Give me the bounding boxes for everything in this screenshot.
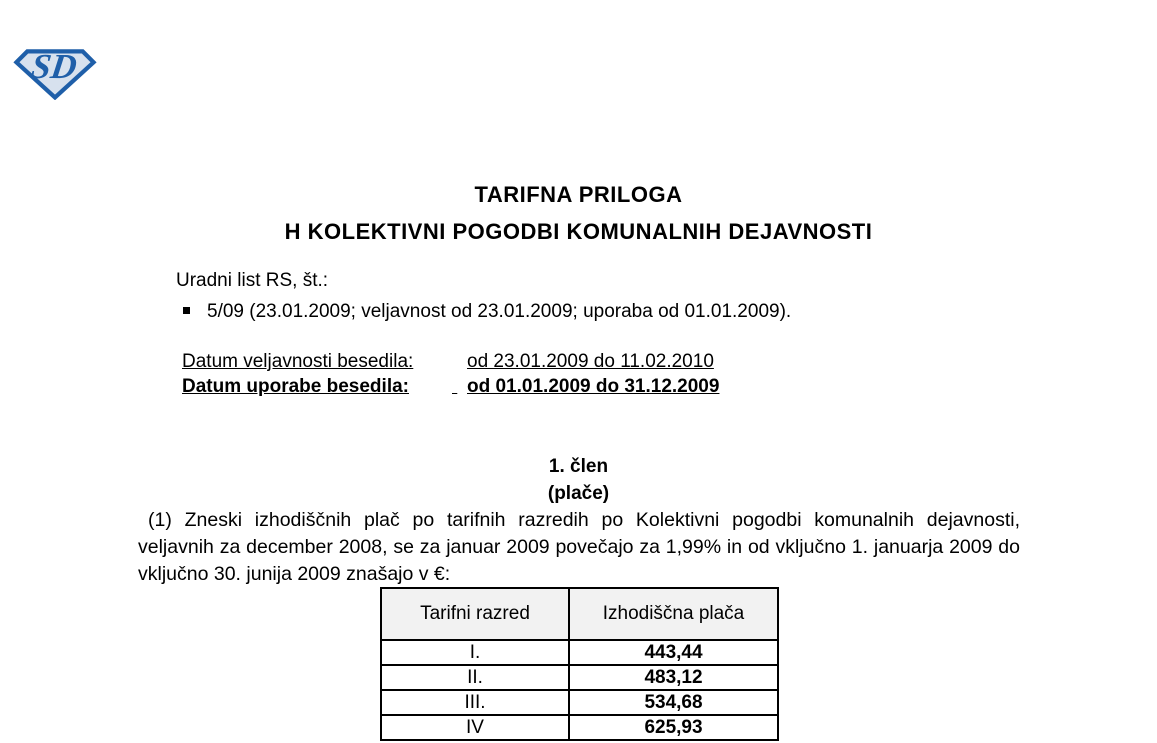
title-line-2: H KOLEKTIVNI POGODBI KOMUNALNIH DEJAVNOSTI (284, 219, 873, 244)
salary-cell: 443,44 (569, 640, 778, 665)
table-row (381, 690, 778, 715)
table-header-row (381, 588, 778, 640)
validity-value: od 01.01.2009 do 31.12.2009 (467, 376, 720, 397)
validity-row-effective (182, 349, 719, 374)
salary-table (380, 587, 779, 741)
tariff-class-cell: IV (381, 715, 569, 740)
salary-cell: 483,12 (569, 665, 778, 690)
validity-label: Datum uporabe besedila: (182, 376, 409, 397)
article-heading (0, 453, 1157, 507)
table-row (381, 640, 778, 665)
square-bullet-icon (183, 307, 190, 314)
article-subtitle: (plače) (547, 483, 610, 504)
tariff-class-cell: III. (381, 690, 569, 715)
gazette-section (176, 270, 791, 323)
tariff-class-cell: I. (381, 640, 569, 665)
validity-value: od 23.01.2009 do 11.02.2010 (467, 351, 714, 372)
salary-cell: 534,68 (569, 690, 778, 715)
gazette-heading: Uradni list RS, št.: (176, 270, 329, 291)
sd-shield-logo-icon (13, 48, 97, 100)
tariff-class-cell: II. (381, 665, 569, 690)
article-number: 1. člen (548, 456, 609, 477)
article-paragraph: (1) Zneski izhodiščnih plač po tarifnih razredih po Kolektivni pogodbi komunalnih dejavnosti, veljavnih za december 2008, se za januar 2009 povečajo za 1,99% in od vključno 1. januarja 2009 do vključno 30. junija 2009 znašajo v €: (138, 509, 1020, 585)
document-title (0, 176, 1157, 250)
validity-row-application (182, 374, 719, 399)
validity-label: Datum veljavnosti besedila: (182, 351, 414, 372)
table-row (381, 665, 778, 690)
table-row (381, 715, 778, 740)
gazette-item-text: 5/09 (23.01.2009; veljavnost od 23.01.2009; uporaba od 01.01.2009). (207, 301, 792, 322)
header-tarifni-razred: Tarifni razred (381, 588, 569, 640)
title-line-1: TARIFNA PRILOGA (474, 182, 683, 207)
header-izhodiscna-placa: Izhodiščna plača (569, 588, 778, 640)
gazette-list-item (176, 301, 791, 323)
validity-section (182, 349, 719, 399)
salary-cell: 625,93 (569, 715, 778, 740)
logo-letters: SD (28, 48, 80, 87)
